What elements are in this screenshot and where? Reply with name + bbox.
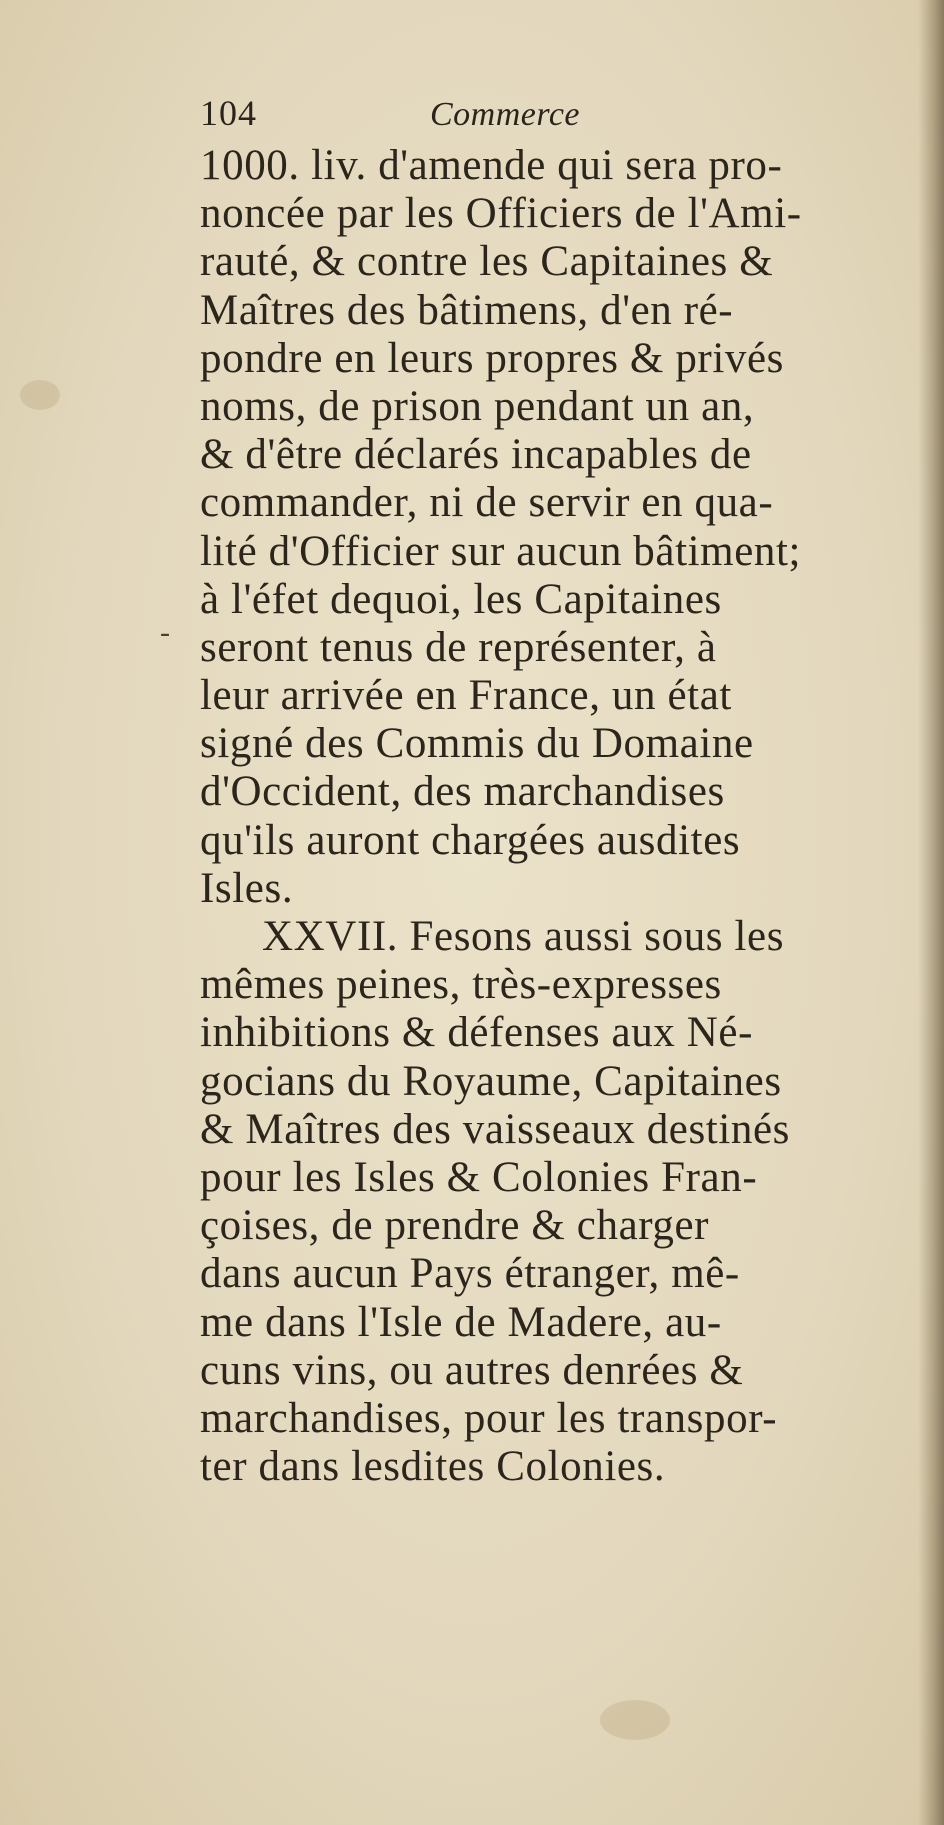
page-header — [200, 92, 720, 142]
text-line: cuns vins, ou autres denrées & — [200, 1346, 744, 1394]
text-line: & Maîtres des vaisseaux destinés — [200, 1105, 791, 1153]
text-line: leur arrivée en France, un état — [200, 672, 732, 720]
text-line: d'Occident, des marchandises — [200, 768, 725, 816]
text-line: Isles. — [200, 864, 294, 912]
text-line: rauté, & contre les Capitaines & — [200, 238, 774, 286]
text-line: signé des Commis du Domaine — [200, 720, 754, 768]
page-number: 104 — [200, 93, 257, 133]
paper-stain — [20, 380, 60, 410]
text-line: Maîtres des bâtimens, d'en ré- — [200, 286, 734, 334]
text-line: noncée par les Officiers de l'Ami- — [200, 190, 802, 238]
paper-stain — [600, 1700, 670, 1740]
text-line: qu'ils auront chargées ausdites — [200, 816, 741, 864]
text-line: pour les Isles & Colonies Fran- — [200, 1153, 758, 1201]
text-line: pondre en leurs propres & privés — [200, 334, 785, 382]
spine-shadow — [918, 0, 944, 1825]
text-line: dans aucun Pays étranger, mê- — [200, 1250, 740, 1298]
text-line: gocians du Royaume, Capitaines — [200, 1057, 782, 1105]
text-block — [200, 142, 920, 1491]
text-line: inhibitions & défenses aux Né- — [200, 1009, 754, 1057]
text-line: lité d'Officier sur aucun bâtiment; — [200, 527, 802, 575]
text-line: 1000. liv. d'amende qui sera pro- — [200, 142, 783, 189]
text-line: mêmes peines, très-expresses — [200, 961, 722, 1009]
text-line: noms, de prison pendant un an, — [200, 382, 755, 430]
text-line: commander, ni de servir en qua- — [200, 479, 774, 527]
text-line: & d'être déclarés incapables de — [200, 431, 752, 479]
running-head: Commerce — [430, 96, 581, 133]
text-line: seront tenus de représenter, à — [200, 623, 717, 671]
text-line: marchandises, pour les transpor- — [200, 1394, 778, 1442]
text-line: çoises, de prendre & charger — [200, 1202, 710, 1250]
text-line: me dans l'Isle de Madere, au- — [200, 1298, 722, 1346]
article-heading-line: XXVII. Fesons aussi sous les — [262, 913, 785, 960]
margin-dash: - — [160, 616, 170, 649]
text-line: à l'éfet dequoi, les Capitaines — [200, 575, 722, 623]
text-line: ter dans lesdites Colonies. — [200, 1443, 666, 1491]
